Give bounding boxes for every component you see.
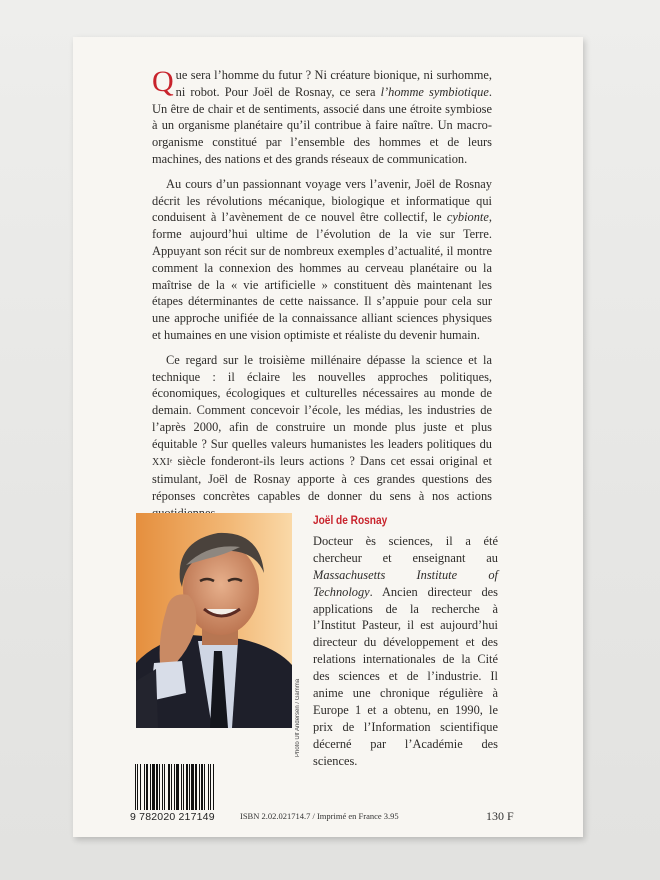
barcode-bar (159, 764, 160, 810)
barcode-bar (174, 764, 175, 810)
barcode-bar (208, 764, 209, 810)
barcode-bar (189, 764, 190, 810)
barcode-bar (176, 764, 179, 810)
blurb-paragraph-3: Ce regard sur le troisième millénaire dépasse la science et la technique : il éclaire les nouvelles approches politiques, économiques, écologiques et culturelles nécessaires au monde de demain. Comment concevoir l’école, les médias, les industries de l’après 2000, afin de construire un monde plus juste et plus équitable ? Sur quelles valeurs humanistes les leaders politiques du XXIᵉ siècle fonderont-ils leurs actions ? Dans cet essai original et stimulant, Joël de Rosnay apporte à ces grandes questions des réponses concrètes capables de donner du sens à nos actions (152, 352, 492, 504)
barcode-bar (199, 764, 200, 810)
author-name: Joël de Rosnay (313, 515, 388, 527)
isbn-line: ISBN 2.02.021714.7 / Imprimé en France 3.95 (240, 811, 399, 821)
author-bio-text: Docteur ès sciences, il a été chercheur et enseignant au Massachusetts Institute of Technology. Ancien directeur des applications de la recherche à l’Institut Pasteur, il est aujourd’hui directeur du développement et des relations internationales de la Cité des sciences et de l’industrie. Il anime une chronique régulière à Europe 1 et a obtenu, en 1990, le prix de l’Information scientifique décerné par l’Académie des sciences. (313, 533, 498, 768)
book-back-cover (73, 37, 583, 837)
author-photo (136, 513, 292, 728)
barcode-bar (162, 764, 163, 810)
barcode-bar (186, 764, 188, 810)
barcode-bar (181, 764, 182, 810)
barcode-bar (146, 764, 148, 810)
barcode-bar (213, 764, 214, 810)
blurb-paragraph-1: Que sera l’homme du futur ? Ni créature bionique, ni surhomme, ni robot. Pour Joël de Rosnay, ce sera l’homme symbiotique. Un être de chair et de sentiments, associé dans une étroite symbiose à un organisme planétaire qu’il contribue à faire naître. Un macro-organisme constitué par l’ensemble des hommes et de leurs machines, des nations et des grands réseaux de communication. (152, 65, 492, 166)
photo-credit: Photo Ulf Andersen / Gamma (295, 678, 301, 757)
barcode-bar (140, 764, 141, 810)
barcode-digits: 9 782020 217149 (130, 811, 215, 823)
barcode-bar (210, 764, 211, 810)
barcode-bar (171, 764, 172, 810)
barcode-bar (195, 764, 197, 810)
barcode-bar (137, 764, 138, 810)
barcode-bar (150, 764, 151, 810)
author-portrait-image (136, 513, 292, 728)
barcode-bar (204, 764, 205, 810)
barcode-bar (191, 764, 194, 810)
barcode-bar (156, 764, 158, 810)
barcode-image (134, 764, 228, 810)
blurb-paragraph-2: Au cours d’un passionnant voyage vers l’avenir, Joël de Rosnay décrit les révolutions mécanique, biologique et informatique qui conduisent à l’avènement de ce nouvel être collectif, le cybionte, forme aujourd’hui ultime de l’évolution de la vie sur Terre. Appuyant son récit sur de nombreux exemples d’actualité, il montre comment la connexion des hommes au cerveau planétaire ou la maîtrise de la « vie artificielle » constituent dès maintenant les étapes déterminantes de cette naissance. Il s’appuie pour cela sur une approche unifiée de la connaissance alliant sciences physiques et humaines en une vision optimiste et réaliste du devenir humain. (152, 176, 492, 342)
price-label: 130 F (486, 809, 514, 823)
barcode-bar (164, 764, 165, 810)
barcode-bar (183, 764, 184, 810)
barcode-bar (201, 764, 203, 810)
barcode-bar (152, 764, 155, 810)
barcode-bar (135, 764, 136, 810)
barcode-bar (144, 764, 145, 810)
drop-cap: Q (152, 65, 174, 98)
author-bio (313, 513, 498, 770)
barcode-bar (168, 764, 170, 810)
blurb (152, 67, 492, 530)
